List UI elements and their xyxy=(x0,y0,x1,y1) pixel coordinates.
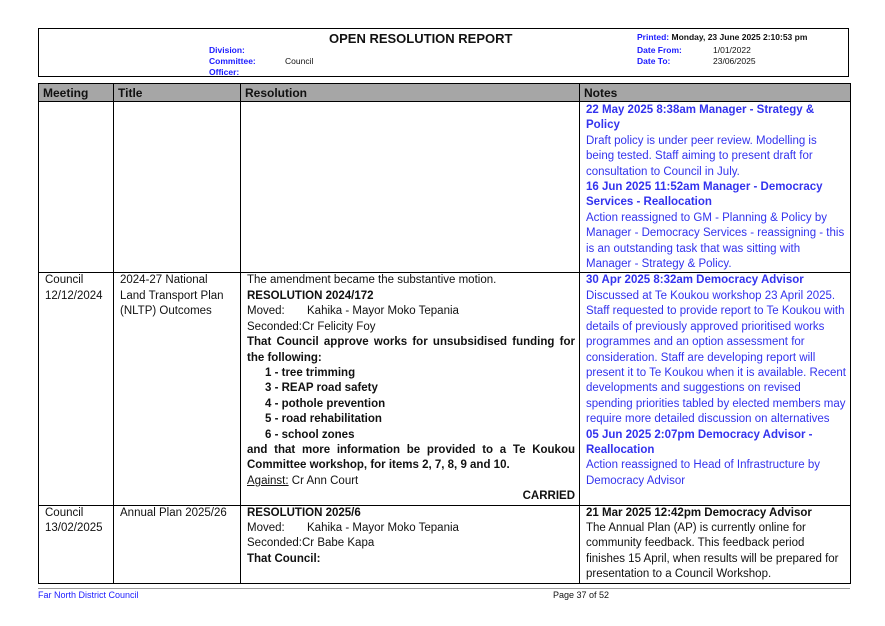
meeting-cell xyxy=(39,102,114,273)
division-label: Division: xyxy=(209,45,245,55)
resolution-item: 4 - pothole prevention xyxy=(265,397,386,410)
column-header-meeting: Meeting xyxy=(39,84,114,102)
notes-cell xyxy=(580,273,851,505)
note-text: The Annual Plan (AP) is currently online for community feedback. This feedback period finishes 15 April, when results will be prepared for presentation to a Council Workshop. xyxy=(586,521,839,581)
note-text: Action reassigned to GM - Planning & Policy by Manager - Democracy Services - reassigning - this is an outstanding task that was sitting with Manager - Strategy & Policy. xyxy=(586,211,845,271)
footer-org: Far North District Council xyxy=(38,590,139,600)
table-row xyxy=(39,102,851,273)
title-cell: 2024-27 National Land Transport Plan (NLTP) Outcomes xyxy=(114,273,241,505)
resolution-body: That Council approve works for unsubsidised funding for the following: xyxy=(247,336,575,364)
against-line xyxy=(247,474,575,489)
moved-value: Kahika - Mayor Moko Tepania xyxy=(307,521,459,534)
note-heading: 16 Jun 2025 11:52am Manager - Democracy Services - Reallocation xyxy=(586,181,823,209)
date-from-value: 1/01/2022 xyxy=(713,45,751,55)
resolution-number: RESOLUTION 2025/6 xyxy=(247,506,361,519)
resolution-outcome: CARRIED xyxy=(522,490,575,503)
date-from-label: Date From: xyxy=(637,45,682,55)
moved-line xyxy=(247,304,575,319)
table-row xyxy=(39,505,851,583)
footer-divider xyxy=(38,588,850,589)
note-heading: 30 Apr 2025 8:32am Democracy Advisor xyxy=(586,274,804,287)
meeting-cell xyxy=(39,505,114,583)
resolution-more: and that more information be provided to a Te Koukou Committee workshop, for items 2, 7, 8, 9 and 10. xyxy=(247,443,575,472)
date-to-label: Date To: xyxy=(637,56,671,66)
resolution-body: That Council: xyxy=(247,552,321,565)
seconded-line xyxy=(247,320,575,335)
moved-value: Kahika - Mayor Moko Tepania xyxy=(307,305,459,318)
resolution-item: 5 - road rehabilitation xyxy=(265,413,382,426)
resolution-item: 1 - tree trimming xyxy=(265,366,356,379)
resolution-intro: The amendment became the substantive motion. xyxy=(247,274,497,287)
resolution-cell xyxy=(241,273,580,505)
committee-value: Council xyxy=(285,56,314,66)
resolution-item: 3 - REAP road safety xyxy=(265,382,378,395)
note-heading: 05 Jun 2025 2:07pm Democracy Advisor - Reallocation xyxy=(586,428,813,456)
column-header-notes: Notes xyxy=(580,84,851,102)
resolution-number: RESOLUTION 2024/172 xyxy=(247,289,374,302)
printed-value: Monday, 23 June 2025 2:10:53 pm xyxy=(671,32,808,42)
notes-cell xyxy=(580,102,851,273)
against-value: Cr Ann Court xyxy=(291,474,359,487)
note-text: Action reassigned to Head of Infrastructure by Democracy Advisor xyxy=(586,459,820,487)
printed-info xyxy=(637,32,807,42)
report-header xyxy=(38,28,849,77)
seconded-label: Seconded: xyxy=(247,320,302,333)
committee-label: Committee: xyxy=(209,56,256,66)
resolution-cell xyxy=(241,102,580,273)
column-header-resolution: Resolution xyxy=(241,84,580,102)
moved-line xyxy=(247,521,575,536)
meeting-date: 12/12/2024 xyxy=(45,289,103,302)
column-header-title: Title xyxy=(114,84,241,102)
note-heading: 21 Mar 2025 12:42pm Democracy Advisor xyxy=(586,506,812,519)
note-text: Discussed at Te Koukou workshop 23 April 2025. Staff requested to provide report to Te Koukou with details of previously approved prioritised works programmes and an option assessment for consideration. Staff are developing report will present it to Te Koukou when it is available. Recent developments and suggestions on revised spending priorities tabled by elected members may require more detailed discussion on alternatives xyxy=(586,289,846,426)
table-header-row xyxy=(39,84,851,102)
meeting-name: Council xyxy=(45,506,84,519)
date-to-value: 23/06/2025 xyxy=(713,56,756,66)
seconded-line xyxy=(247,536,575,551)
moved-label: Moved: xyxy=(247,521,285,534)
printed-label: Printed: xyxy=(637,32,670,42)
notes-cell xyxy=(580,505,851,583)
meeting-date: 13/02/2025 xyxy=(45,521,103,534)
moved-label: Moved: xyxy=(247,305,285,318)
table-row xyxy=(39,273,851,505)
resolution-cell xyxy=(241,505,580,583)
seconded-value: Cr Felicity Foy xyxy=(302,320,376,333)
meeting-name: Council xyxy=(45,274,84,287)
note-heading: 22 May 2025 8:38am Manager - Strategy & Policy xyxy=(586,104,815,132)
title-cell: Annual Plan 2025/26 xyxy=(114,505,241,583)
resolution-item: 6 - school zones xyxy=(265,428,355,441)
report-title: OPEN RESOLUTION REPORT xyxy=(329,31,513,46)
title-cell xyxy=(114,102,241,273)
resolution-table xyxy=(38,83,851,584)
meeting-cell xyxy=(39,273,114,505)
note-text: Draft policy is under peer review. Modelling is being tested. Staff aiming to present draft for consultation to Council in July. xyxy=(586,134,817,178)
officer-label: Officer: xyxy=(209,67,240,77)
footer-page-number: Page 37 of 52 xyxy=(553,590,610,600)
seconded-value: Cr Babe Kapa xyxy=(302,537,375,550)
seconded-label: Seconded: xyxy=(247,537,302,550)
against-label: Against: xyxy=(247,474,289,487)
